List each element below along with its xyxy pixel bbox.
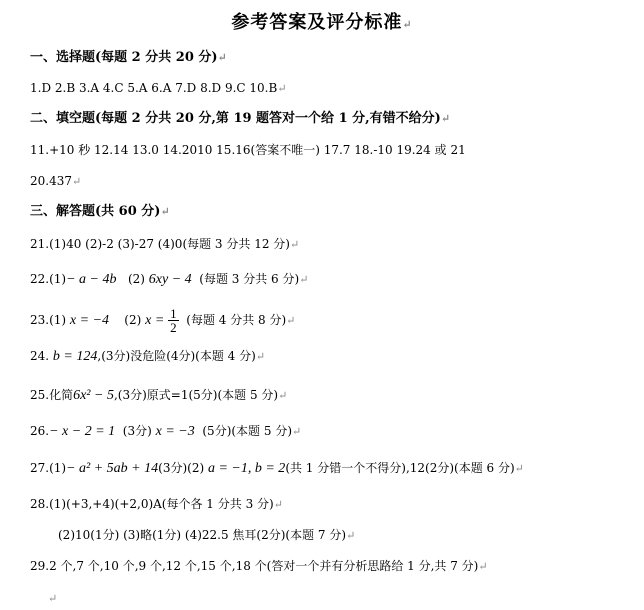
answer-text: 11.+10 秒 12.14 13.0 14.2010 15.16(答案不唯一) 17.7 18.-10 19.24 或 21 [30,143,466,157]
answer-text: ,(3分)没危险(4分)(本题 4 分) [97,349,256,363]
answer-line-22 [30,271,308,288]
section-text: 三、解答题(共 60 分) [30,204,161,219]
paragraph-mark-icon: ↵ [278,389,288,402]
answer-text: (共 1 分错一个不得分),12(2分)(本题 6 分) [285,461,515,475]
fraction-denominator: 2 [170,320,177,335]
answer-line-26 [30,423,301,440]
section-text: 二、填空题(每题 2 分共 20 分,第 19 题答对一个给 1 分,有错不给分) [30,111,441,126]
answer-text: 1.D 2.B 3.A 4.C 5.A 6.A 7.D 8.D 9.C 10.B [30,81,278,95]
answer-line-20 [30,173,81,190]
paragraph-mark-icon: ↵ [273,498,283,511]
answer-text: (每题 4 分共 8 分) [186,313,287,327]
title-text: 参考答案及评分标准 [231,12,403,33]
math-expression: 6xy − 4 [148,272,192,287]
fraction-numerator: 1 [170,306,177,321]
paragraph-mark-icon: ↵ [286,314,296,327]
answer-line-27 [30,460,524,477]
answer-line-21 [30,236,299,253]
answer-text: (5分)(本题 5 分) [202,424,293,438]
answer-text: 29.2 个,7 个,10 个,9 个,12 个,15 个,18 个(答对一个并有分析思路给 1 分,共 7 分) [30,559,479,573]
answer-line-28-part2 [58,527,355,544]
answer-text: 25.化简 [30,388,74,402]
section-text: 一、选择题(每题 2 分共 20 分) [30,50,218,65]
math-expression: a = −1, b = 2 [207,461,286,476]
answer-text: 28.(1)(+3,+4)(+2,0)A(每个各 1 分共 3 分) [30,497,274,511]
answer-text: (3分)(2) [158,461,205,475]
math-expression: b = 124 [52,349,98,364]
paragraph-mark-icon: ↵ [277,82,287,95]
math-expression: − a² + 5ab + 14 [66,461,159,476]
answer-text: 26. [30,424,50,438]
paragraph-mark-icon: ↵ [217,51,227,64]
section-heading-fill [30,111,450,127]
answer-text: ,(3分)原式=1(5分)(本题 5 分) [113,388,279,402]
math-expression: − a − 4b [66,272,117,287]
paragraph-mark-icon: ↵ [440,112,451,125]
math-expression: x = −3 [155,424,195,439]
answer-line-23 [30,306,295,335]
answer-line-29 [30,558,488,575]
answer-text: (2) [127,272,145,286]
math-expression: x = −4 [69,313,110,328]
answer-line-fill [30,142,466,158]
math-expression: x = [145,313,165,328]
paragraph-mark-icon: ↵ [160,205,170,218]
answer-text: 21.(1)40 (2)-2 (3)-27 (4)0(每题 3 分共 12 分) [30,237,290,251]
paragraph-mark-icon: ↵ [299,273,309,286]
paragraph-mark-icon: ↵ [72,175,82,188]
paragraph-mark-icon: ↵ [478,560,488,573]
answer-line-choice [30,80,287,97]
answer-text: (3分) [122,424,152,438]
section-heading-choice [30,50,227,66]
paragraph-mark-icon: ↵ [292,425,302,438]
answer-text: 23.(1) [30,313,67,327]
answer-line-24 [30,348,265,365]
math-expression: 6x² − 5 [73,388,114,403]
page-title [0,8,644,34]
answer-line-28-part1 [30,496,283,513]
answer-line-25 [30,387,287,404]
answer-text: 22.(1) [30,272,67,286]
answer-text: (每题 3 分共 6 分) [199,272,300,286]
answer-text: 24. [30,349,50,363]
answer-text: (2)10(1分) (3)略(1分) (4)22.5 焦耳(2分)(本题 7 分) [58,528,347,542]
answer-text: 20.437 [30,174,72,188]
fraction [168,307,179,334]
answer-text: 27.(1) [30,461,67,475]
paragraph-mark-icon: ↵ [48,592,58,605]
answer-text: (2) [124,313,142,327]
empty-paragraph [48,590,57,607]
paragraph-mark-icon: ↵ [514,462,524,475]
math-expression: − x − 2 = 1 [49,424,116,439]
paragraph-mark-icon: ↵ [402,18,413,31]
paragraph-mark-icon: ↵ [289,238,300,251]
paragraph-mark-icon: ↵ [346,529,356,542]
paragraph-mark-icon: ↵ [255,350,266,363]
section-heading-solve [30,204,170,220]
